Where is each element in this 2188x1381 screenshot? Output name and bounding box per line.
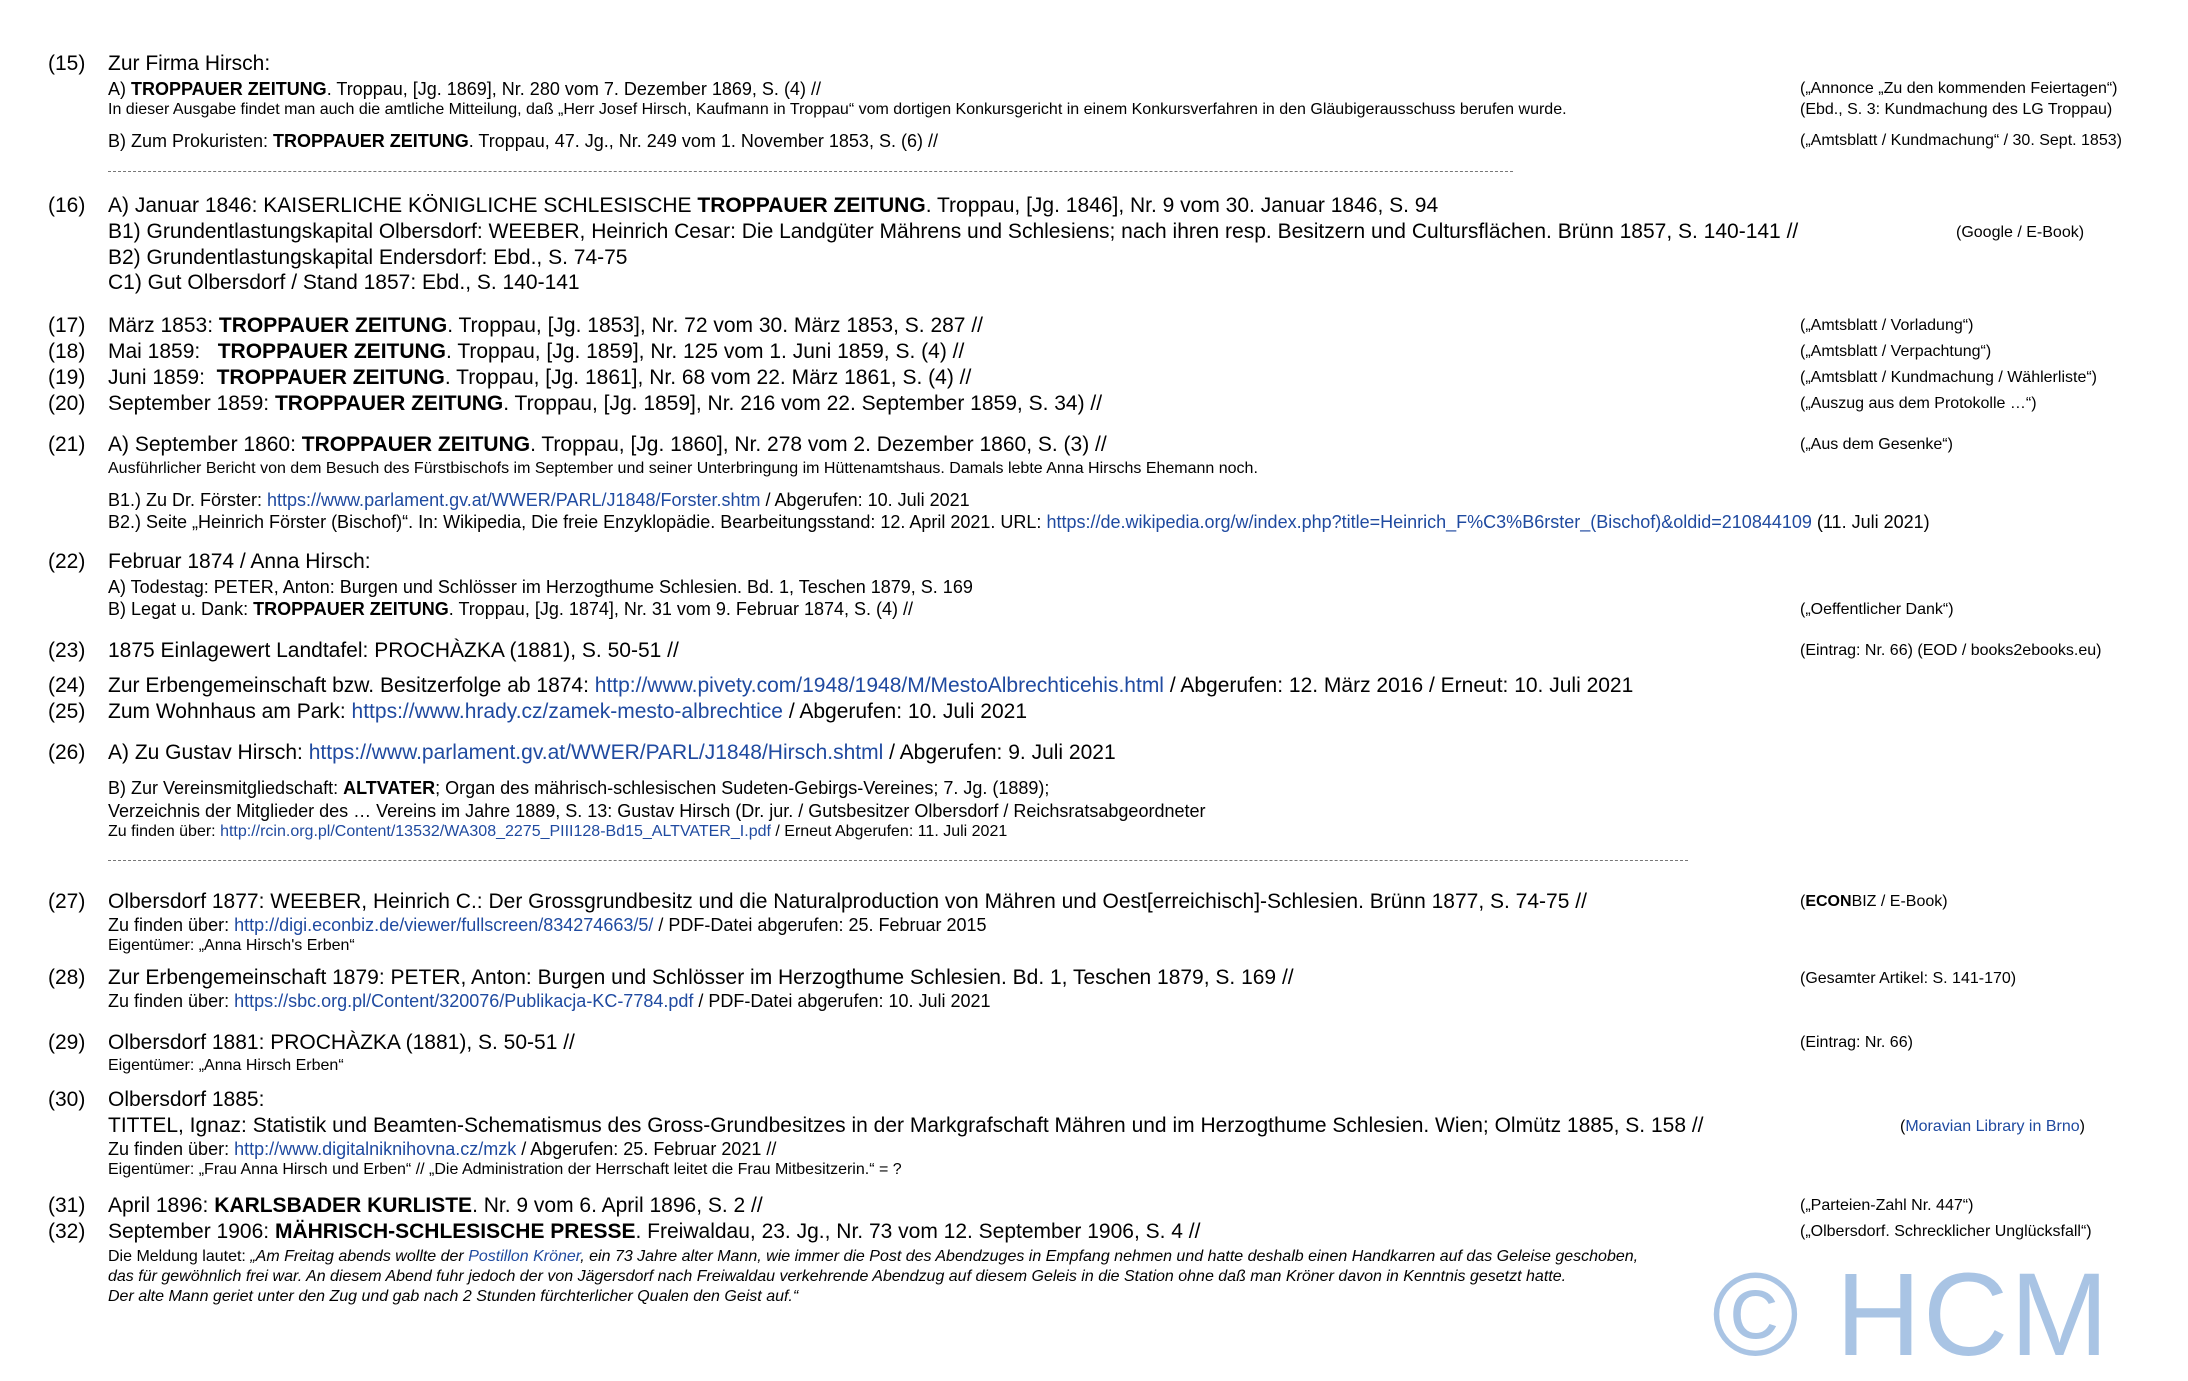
- citation-prefix: B) Zum Prokuristen:: [108, 131, 274, 151]
- citation-line: [108, 194, 1438, 218]
- citation-details: / Abgerufen: 9. Juli 2021: [883, 741, 1116, 764]
- citation-line: B1) Grundentlastungskapital Olbersdorf: WEEBER, Heinrich Cesar: Die Landgüter Mährens und Schlesiens; nach ihren resp. Besitzern und Cultursflächen. Brünn 1857, S. 140-141 //: [108, 220, 1799, 243]
- citation-details: . Troppau, [Jg. 1860], Nr. 278 vom 2. Dezember 1860, S. (3) //: [530, 433, 1107, 456]
- section-divider: [108, 860, 1688, 861]
- source-remark: (Gesamter Artikel: S. 141-170): [1800, 970, 2017, 987]
- citation-prefix: A): [108, 79, 132, 99]
- citation-details: . Troppau, [Jg. 1874], Nr. 31 vom 9. Februar 1874, S. (4) //: [448, 599, 914, 619]
- citation-note: Eigentümer: „Frau Anna Hirsch und Erben“ // „Die Administration der Herrschaft leitet die Frau Mitbesitzerin.“ = ?: [108, 1161, 902, 1178]
- citation-line: [108, 392, 1102, 416]
- citation-prefix: Zu finden über:: [108, 915, 235, 935]
- entry-number: (21): [48, 433, 86, 456]
- entry-number: (28): [48, 966, 86, 989]
- citation-prefix: B) Legat u. Dank:: [108, 599, 254, 619]
- citation-details: . Troppau, 47. Jg., Nr. 249 vom 1. November 1853, S. (6) //: [468, 131, 938, 151]
- citation-details: . Troppau, [Jg. 1861], Nr. 68 vom 22. März 1861, S. (4) //: [444, 366, 972, 389]
- entry-number: (25): [48, 700, 86, 723]
- entry-number: (23): [48, 639, 86, 662]
- citation-line: [108, 915, 987, 936]
- quote-intro: Die Meldung lautet:: [108, 1248, 251, 1265]
- quote-name: Postillon Kröner: [468, 1248, 581, 1265]
- citation-details: / Abgerufen: 10. Juli 2021: [782, 700, 1027, 723]
- entry-number: (27): [48, 890, 86, 913]
- citation-details: (11. Juli 2021): [1811, 512, 1930, 532]
- entry-title: Zur Firma Hirsch:: [108, 52, 271, 75]
- citation-details: / Abgerufen: 10. Juli 2021: [760, 490, 970, 510]
- citation-line: Zur Erbengemeinschaft 1879: PETER, Anton: Burgen und Schlösser im Herzogthume Schlesien. Bd. 1, Teschen 1879, S. 169 //: [108, 966, 1294, 989]
- source-remark: (Eintrag: Nr. 66): [1800, 1034, 1913, 1051]
- url-link[interactable]: http://digi.econbiz.de/viewer/fullscreen/834274663/5/: [234, 915, 654, 935]
- source-remark: („Amtsblatt / Kundmachung / Wählerliste“): [1800, 369, 2097, 386]
- source-remark: [1800, 893, 1948, 911]
- citation-details: . Troppau, [Jg. 1859], Nr. 125 vom 1. Juni 1859, S. (4) //: [446, 340, 965, 363]
- source-remark: („Oeffentlicher Dank“): [1800, 601, 1954, 618]
- source-remark: („Amtsblatt / Vorladung“): [1800, 317, 1974, 334]
- entry-number: (22): [48, 550, 86, 573]
- citation-details: . Troppau, [Jg. 1846], Nr. 9 vom 30. Januar 1846, S. 94: [925, 194, 1439, 217]
- url-link[interactable]: http://www.pivety.com/1948/1948/M/MestoAlbrechticehis.html: [594, 674, 1164, 697]
- citation-prefix: B) Zur Vereinsmitgliedschaft:: [108, 778, 344, 798]
- citation-line: Olbersdorf 1881: PROCHÀZKA (1881), S. 50-51 //: [108, 1031, 575, 1054]
- newspaper-title: TROPPAUER ZEITUNG: [274, 392, 504, 415]
- citation-line: [108, 1220, 1200, 1244]
- source-remark: („Parteien-Zahl Nr. 447“): [1800, 1197, 1974, 1214]
- source-remark: („Auszug aus dem Protokolle …“): [1800, 395, 2037, 412]
- citation-prefix: Zu finden über:: [108, 823, 221, 840]
- url-link[interactable]: https://de.wikipedia.org/w/index.php?title=Heinrich_F%C3%B6rster_(Bischof)&oldid=210844109: [1046, 512, 1812, 532]
- newspaper-title: KARLSBADER KURLISTE: [214, 1194, 473, 1217]
- newspaper-title: TROPPAUER ZEITUNG: [273, 131, 469, 151]
- source-remark: („Aus dem Gesenke“): [1800, 436, 1953, 453]
- periodical-title: ALTVATER: [343, 778, 436, 798]
- url-link[interactable]: https://sbc.org.pl/Content/320076/Publikacja-KC-7784.pdf: [234, 991, 694, 1011]
- quote-line: das für gewöhnlich frei war. An diesem Abend fuhr jedoch der von Jägersdorf nach Freiwaldau verkehrende Abendzug auf diesem Geleis in die Station ohne daß man Kröner davon in Kenntnis gesetzt hatte.: [108, 1268, 1567, 1285]
- citation-details: ; Organ des mährisch-schlesischen Sudeten-Gebirgs-Vereines; 7. Jg. (1889);: [435, 778, 1050, 798]
- newspaper-title: TROPPAUER ZEITUNG: [253, 599, 449, 619]
- copyright-watermark: © HCM: [1712, 1249, 2111, 1381]
- source-remark: („Amtsblatt / Verpachtung“): [1800, 343, 1992, 360]
- entry-number: (29): [48, 1031, 86, 1054]
- source-remark: (Moravian Library in Brno): [1900, 1118, 2085, 1135]
- entry-number: (15): [48, 52, 86, 75]
- citation-line: [108, 314, 983, 338]
- citation-prefix: B1.) Zu Dr. Förster:: [108, 490, 268, 510]
- citation-line: [108, 674, 1633, 698]
- citation-line: [108, 340, 964, 364]
- url-link[interactable]: https://www.hrady.cz/zamek-mesto-albrechtice: [351, 700, 783, 723]
- citation-details: / Erneut Abgerufen: 11. Juli 2021: [770, 823, 1008, 840]
- entry-number: (31): [48, 1194, 86, 1217]
- quote-line: Der alte Mann geriet unter den Zug und gab nach 2 Stunden fürchterlicher Qualen den Geist auf.“: [108, 1288, 799, 1305]
- citation-prefix: Juni 1859:: [108, 366, 217, 389]
- citation-line: B2) Grundentlastungskapital Endersdorf: Ebd., S. 74-75: [108, 246, 628, 269]
- url-link[interactable]: http://rcin.org.pl/Content/13532/WA308_2275_PIII128-Bd15_ALTVATER_I.pdf: [220, 823, 771, 840]
- citation-line: [108, 1194, 763, 1218]
- citation-prefix: A) Zu Gustav Hirsch:: [108, 741, 309, 764]
- citation-details: . Freiwaldau, 23. Jg., Nr. 73 vom 12. September 1906, S. 4 //: [635, 1220, 1201, 1243]
- source-remark-rest: BIZ / E-Book): [1851, 893, 1948, 910]
- source-remark: („Amtsblatt / Kundmachung“ / 30. Sept. 1853): [1800, 132, 2122, 149]
- citation-details: . Troppau, [Jg. 1853], Nr. 72 vom 30. März 1853, S. 287 //: [447, 314, 983, 337]
- entry-number: (18): [48, 340, 86, 363]
- source-remark: (Ebd., S. 3: Kundmachung des LG Troppau): [1800, 101, 2113, 118]
- citation-line: [108, 433, 1107, 457]
- citation-line: 1875 Einlagewert Landtafel: PROCHÀZKA (1881), S. 50-51 //: [108, 639, 679, 662]
- citation-line: [108, 700, 1027, 724]
- entry-number: (16): [48, 194, 86, 217]
- source-remark: (Google / E-Book): [1956, 224, 2085, 241]
- citation-details: . Troppau, [Jg. 1869], Nr. 280 vom 7. Dezember 1869, S. (4) //: [326, 79, 821, 99]
- newspaper-title: MÄHRISCH-SCHLESISCHE PRESSE: [274, 1220, 636, 1243]
- citation-line: A) Todestag: PETER, Anton: Burgen und Schlösser im Herzogthume Schlesien. Bd. 1, Teschen 1879, S. 169: [108, 577, 973, 597]
- citation-line: [108, 1139, 776, 1160]
- entry-number: (26): [48, 741, 86, 764]
- entry-title: Olbersdorf 1885:: [108, 1088, 265, 1111]
- citation-line: [108, 599, 913, 620]
- newspaper-title: TROPPAUER ZEITUNG: [216, 366, 445, 389]
- library-link[interactable]: Moravian Library in Brno: [1905, 1118, 2080, 1135]
- citation-line: [108, 131, 938, 152]
- newspaper-title: TROPPAUER ZEITUNG: [301, 433, 531, 456]
- source-remark: (Eintrag: Nr. 66) (EOD / books2ebooks.eu): [1800, 642, 2102, 659]
- citation-prefix: Mai 1859:: [108, 340, 218, 363]
- database-name: ECON: [1805, 893, 1852, 910]
- citation-prefix: Zu finden über:: [108, 991, 235, 1011]
- entry-number: (20): [48, 392, 86, 415]
- entry-title: Februar 1874 / Anna Hirsch:: [108, 550, 371, 573]
- source-remark: („Olbersdorf. Schrecklicher Unglücksfall“): [1800, 1223, 2092, 1240]
- citation-prefix: April 1896:: [108, 1194, 215, 1217]
- citation-note: Ausführlicher Bericht von dem Besuch des Fürstbischofs im September und seiner Unterbringung im Hüttenamtshaus. Damals lebte Anna Hirschs Ehemann noch.: [108, 460, 1258, 477]
- citation-line: [108, 490, 970, 511]
- entry-number: (19): [48, 366, 86, 389]
- citation-prefix: Zu finden über:: [108, 1139, 235, 1159]
- newspaper-title: TROPPAUER ZEITUNG: [217, 340, 447, 363]
- citation-line: [108, 512, 1930, 533]
- url-link[interactable]: https://www.parlament.gv.at/WWER/PARL/J1848/Hirsch.shtml: [308, 741, 884, 764]
- citation-line: [108, 366, 971, 390]
- citation-line: [108, 778, 1049, 799]
- citation-prefix: A) Januar 1846: KAISERLICHE KÖNIGLICHE SCHLESISCHE: [108, 194, 698, 217]
- citation-details: / PDF-Datei abgerufen: 10. Juli 2021: [693, 991, 991, 1011]
- citation-details: . Troppau, [Jg. 1859], Nr. 216 vom 22. September 1859, S. 34) //: [503, 392, 1103, 415]
- citation-line: [108, 823, 1007, 841]
- entry-number: (24): [48, 674, 86, 697]
- paren-open: (: [1800, 893, 1806, 910]
- citation-prefix: September 1906:: [108, 1220, 275, 1243]
- citation-line: [108, 741, 1116, 765]
- url-link[interactable]: https://www.parlament.gv.at/WWER/PARL/J1848/Forster.shtm: [267, 490, 761, 510]
- citation-note: In dieser Ausgabe findet man auch die amtliche Mitteilung, daß „Herr Josef Hirsch, Kaufmann in Troppau“ vom dortigen Konkursgericht in einem Konkursverfahren in den Gläubigerausschuss berufen wurde.: [108, 101, 1567, 118]
- url-link[interactable]: http://www.digitalniknihovna.cz/mzk: [234, 1139, 517, 1159]
- quote-text: „Am Freitag abends wollte der: [250, 1248, 469, 1265]
- citation-line: [108, 991, 991, 1012]
- citation-prefix: A) September 1860:: [108, 433, 302, 456]
- citation-line: TITTEL, Ignaz: Statistik und Beamten-Schematismus des Gross-Grundbesitzes in der Markgrafschaft Mähren und im Herzogthume Schlesien. Wien; Olmütz 1885, S. 158 //: [108, 1114, 1704, 1137]
- newspaper-title: TROPPAUER ZEITUNG: [697, 194, 926, 217]
- citation-prefix: B2.) Seite „Heinrich Förster (Bischof)“. In: Wikipedia, Die freie Enzyklopädie. Bearbeitungsstand: 12. April 2021. URL:: [108, 512, 1047, 532]
- citation-line: Verzeichnis der Mitglieder des … Vereins im Jahre 1889, S. 13: Gustav Hirsch (Dr. jur. / Gutsbesitzer Olbersdorf / Reichsratsabgeordneter: [108, 801, 1206, 821]
- citation-details: / Abgerufen: 25. Februar 2021 //: [516, 1139, 777, 1159]
- citation-details: . Nr. 9 vom 6. April 1896, S. 2 //: [472, 1194, 763, 1217]
- source-remark: („Annonce „Zu den kommenden Feiertagen“): [1800, 80, 2118, 97]
- section-divider: [108, 171, 1513, 172]
- quote-line: [108, 1248, 1638, 1266]
- citation-line: [108, 79, 821, 100]
- entry-number: (17): [48, 314, 86, 337]
- citation-line: C1) Gut Olbersdorf / Stand 1857: Ebd., S. 140-141: [108, 271, 580, 294]
- quote-text: , ein 73 Jahre alter Mann, wie immer die Post des Abendzuges in Empfang nehmen und hatte deshalb einen Handkarren auf das Geleise geschoben,: [580, 1248, 1639, 1265]
- citation-prefix: Zur Erbengemeinschaft bzw. Besitzerfolge ab 1874:: [108, 674, 595, 697]
- citation-details: / Abgerufen: 12. März 2016 / Erneut: 10. Juli 2021: [1163, 674, 1634, 697]
- citation-prefix: Zum Wohnhaus am Park:: [108, 700, 352, 723]
- newspaper-title: TROPPAUER ZEITUNG: [218, 314, 448, 337]
- citation-details: / PDF-Datei abgerufen: 25. Februar 2015: [653, 915, 987, 935]
- entry-number: (30): [48, 1088, 86, 1111]
- citation-note: Eigentümer: „Anna Hirsch's Erben“: [108, 937, 355, 954]
- newspaper-title: TROPPAUER ZEITUNG: [131, 79, 327, 99]
- citation-note: Eigentümer: „Anna Hirsch Erben“: [108, 1057, 344, 1074]
- citation-prefix: September 1859:: [108, 392, 275, 415]
- citation-prefix: März 1853:: [108, 314, 219, 337]
- citation-line: Olbersdorf 1877: WEEBER, Heinrich C.: Der Grossgrundbesitz und die Naturalproduction von Mähren und Oest[erreichisch]-Schlesien. Brünn 1877, S. 74-75 //: [108, 890, 1587, 913]
- entry-number: (32): [48, 1220, 86, 1243]
